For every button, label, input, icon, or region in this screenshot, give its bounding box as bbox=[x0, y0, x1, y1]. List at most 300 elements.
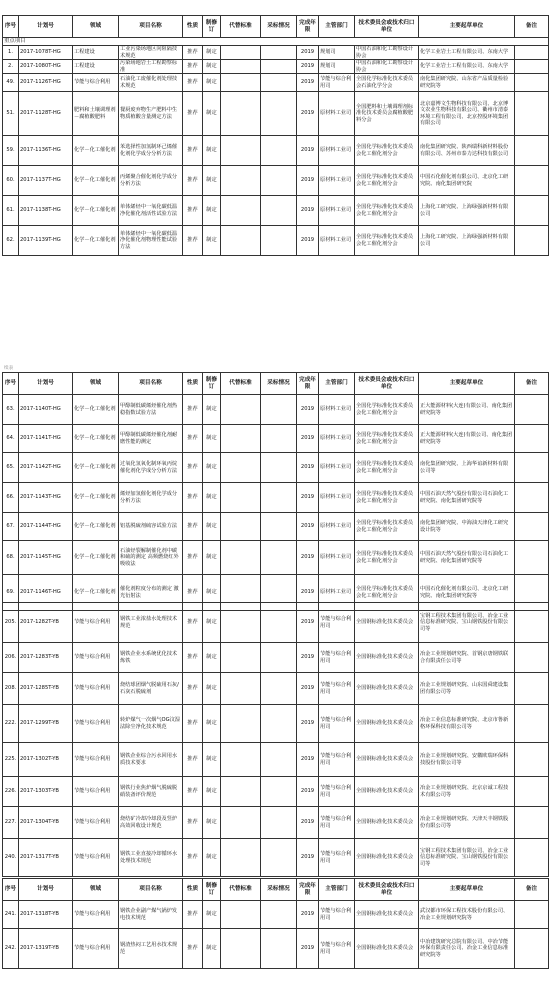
cell-plan-no: 2017-1285T-YB bbox=[19, 673, 73, 705]
cell-replaced-std bbox=[221, 425, 261, 453]
cell-replaced-std bbox=[221, 839, 261, 877]
col-header-nature: 性质 bbox=[183, 373, 203, 395]
cell-department: 节能与综合利用司 bbox=[319, 777, 355, 807]
col-header-deadline: 完成年限 bbox=[297, 16, 319, 38]
cell-index: 2. bbox=[3, 60, 19, 74]
cell-replaced-std bbox=[221, 901, 261, 929]
cell-field: 工程建设 bbox=[73, 60, 119, 74]
standards-table-4 bbox=[2, 878, 549, 969]
table-row bbox=[3, 705, 549, 743]
cell-nature: 推荐 bbox=[183, 136, 203, 166]
cell-committee: 全国化学标准化技术委员会化工催化剂分会 bbox=[355, 513, 419, 541]
cell-adoption bbox=[261, 46, 297, 60]
cell-index: 222. bbox=[3, 705, 19, 743]
cell-project-name: 污染场地岩土工程勘察标准 bbox=[119, 60, 183, 74]
cell-deadline: 2019 bbox=[297, 395, 319, 425]
cell-project-name: 钢铁工业直接冷却循环水处理技术规范 bbox=[119, 839, 183, 877]
cell-index: 225. bbox=[3, 743, 19, 777]
table-row bbox=[3, 46, 549, 60]
cell-replaced-std bbox=[221, 777, 261, 807]
cell-committee: 全国化学标准化技术委员会化工催化剂分会 bbox=[355, 575, 419, 611]
table-row bbox=[3, 603, 549, 643]
cell-committee: 全国化学标准化技术委员会化工催化剂分会 bbox=[355, 425, 419, 453]
cell-adoption bbox=[261, 166, 297, 196]
cell-drafters: 中国石化催化剂有限公司、北京化工研究院、南化集团研究院 bbox=[419, 166, 515, 196]
col-header-index: 序号 bbox=[3, 16, 19, 38]
col-header-drafters: 主要起草单位 bbox=[419, 879, 515, 901]
cell-project-name: 钢铁企业副产煤气锅炉发电技术规范 bbox=[119, 901, 183, 929]
cell-revision: 制定 bbox=[203, 513, 221, 541]
cell-department: 节能与综合利用司 bbox=[319, 643, 355, 673]
col-header-committee: 技术委员会或技术归口单位 bbox=[355, 373, 419, 395]
col-header-remarks: 备注 bbox=[515, 373, 549, 395]
cell-project-name: 单体烯烃中一氧化碳低温净化催化剂物理性能试验方法 bbox=[119, 226, 183, 256]
cell-adoption bbox=[261, 136, 297, 166]
cell-index: 227. bbox=[3, 807, 19, 839]
cell-field: 节能与综合利用 bbox=[73, 603, 119, 643]
cell-project-name: 甲醇制低碳烯烃催化剂热稳指数试验方法 bbox=[119, 395, 183, 425]
cell-committee: 全国钢标准化技术委员会 bbox=[355, 673, 419, 705]
cell-project-name: 催化剂粒度分布的测定 激光衍射法 bbox=[119, 575, 183, 611]
cell-committee: 全国化学标准化技术委员会化工催化剂分会 bbox=[355, 395, 419, 425]
cell-committee: 全国钢标准化技术委员会 bbox=[355, 603, 419, 643]
cell-index: 64. bbox=[3, 425, 19, 453]
cell-index: 62. bbox=[3, 226, 19, 256]
cell-replaced-std bbox=[221, 541, 261, 575]
cell-adoption bbox=[261, 74, 297, 92]
cell-adoption bbox=[261, 705, 297, 743]
cell-project-name: 餐厨废弃物生产肥料中生物质植酸含量测定方法 bbox=[119, 92, 183, 136]
cell-nature: 推荐 bbox=[183, 839, 203, 877]
cell-drafters: 正大能源材料(大连)有限公司、南化集团研究院等 bbox=[419, 425, 515, 453]
cell-field: 节能与综合利用 bbox=[73, 74, 119, 92]
col-header-committee: 技术委员会或技术归口单位 bbox=[355, 879, 419, 901]
table-row bbox=[3, 483, 549, 513]
standards-table-2 bbox=[2, 372, 549, 611]
cell-plan-no: 2017-1283T-YB bbox=[19, 643, 73, 673]
col-header-field: 领域 bbox=[73, 373, 119, 395]
table-row bbox=[3, 92, 549, 136]
cell-nature: 推荐 bbox=[183, 705, 203, 743]
cell-replaced-std bbox=[221, 483, 261, 513]
col-header-nature: 性质 bbox=[183, 879, 203, 901]
cell-replaced-std bbox=[221, 136, 261, 166]
cell-remarks bbox=[515, 643, 549, 673]
cell-nature: 推荐 bbox=[183, 166, 203, 196]
cell-deadline: 2019 bbox=[297, 901, 319, 929]
cell-committee: 全国化学标准化技术委员会石油化学分会 bbox=[355, 74, 419, 92]
cell-department: 原材料工业司 bbox=[319, 483, 355, 513]
cell-department: 规划司 bbox=[319, 46, 355, 60]
cell-remarks bbox=[515, 513, 549, 541]
cell-index: 65. bbox=[3, 453, 19, 483]
cell-replaced-std bbox=[221, 453, 261, 483]
cell-remarks bbox=[515, 74, 549, 92]
cell-department: 节能与综合利用司 bbox=[319, 901, 355, 929]
cell-replaced-std bbox=[221, 395, 261, 425]
cell-adoption bbox=[261, 541, 297, 575]
cell-committee: 全国化学标准化技术委员会化工催化剂分会 bbox=[355, 453, 419, 483]
cell-adoption bbox=[261, 60, 297, 74]
cell-remarks bbox=[515, 92, 549, 136]
cell-adoption bbox=[261, 395, 297, 425]
cell-remarks bbox=[515, 929, 549, 969]
cell-drafters: 化学工业岩土工程有限公司、东南大学 bbox=[419, 46, 515, 60]
cell-committee: 全国肥料和土壤调理剂标准化技术委员会腐植酸肥料分会 bbox=[355, 92, 419, 136]
cell-drafters: 中国石油天然气股份有限公司石油化工研究院、南化集团研究院等 bbox=[419, 541, 515, 575]
cell-nature: 推荐 bbox=[183, 92, 203, 136]
cell-plan-no: 2017-1146T-HG bbox=[19, 575, 73, 611]
col-header-plan-no: 计划号 bbox=[19, 373, 73, 395]
cell-replaced-std bbox=[221, 196, 261, 226]
cell-project-name: 甲醇制低碳烯烃催化剂耐磨性能的测定 bbox=[119, 425, 183, 453]
cell-committee: 全国钢标准化技术委员会 bbox=[355, 777, 419, 807]
cell-remarks bbox=[515, 807, 549, 839]
cell-department: 节能与综合利用司 bbox=[319, 929, 355, 969]
cell-committee: 全国钢标准化技术委员会 bbox=[355, 929, 419, 969]
cell-nature: 推荐 bbox=[183, 196, 203, 226]
cell-drafters: 南化集团研究院、陕西瑞科新材料股份有限公司、苏州市泰力达科技有限公司 bbox=[419, 136, 515, 166]
col-header-drafters: 主要起草单位 bbox=[419, 373, 515, 395]
cell-revision: 制定 bbox=[203, 136, 221, 166]
cell-remarks bbox=[515, 777, 549, 807]
table-row bbox=[3, 901, 549, 929]
section-row bbox=[3, 38, 549, 46]
col-header-project-name: 项目名称 bbox=[119, 879, 183, 901]
cell-drafters: 北京嘉博文生物科技有限公司、北京博文农业生物科技有限公司、衢州市清泰环境工程有限公司、北京控股环境集团有限公司 bbox=[419, 92, 515, 136]
cell-deadline: 2019 bbox=[297, 603, 319, 643]
col-header-adoption: 采标情况 bbox=[261, 16, 297, 38]
col-header-field: 领域 bbox=[73, 16, 119, 38]
cell-plan-no: 2017-1319T-YB bbox=[19, 929, 73, 969]
cell-project-name: 转炉煤气一次烟气OG汶湿法除尘净化技术规范 bbox=[119, 705, 183, 743]
cell-adoption bbox=[261, 226, 297, 256]
cell-drafters: 南化集团研究院、上海华谊新材料有限公司等 bbox=[419, 453, 515, 483]
cell-remarks bbox=[515, 901, 549, 929]
col-header-revision: 制修订 bbox=[203, 879, 221, 901]
cell-committee: 全国钢标准化技术委员会 bbox=[355, 901, 419, 929]
cell-deadline: 2019 bbox=[297, 74, 319, 92]
cell-replaced-std bbox=[221, 673, 261, 705]
cell-remarks bbox=[515, 46, 549, 60]
cell-plan-no: 2017-1141T-HG bbox=[19, 425, 73, 453]
cell-nature: 推荐 bbox=[183, 901, 203, 929]
cell-department: 节能与综合利用司 bbox=[319, 705, 355, 743]
cell-department: 节能与综合利用司 bbox=[319, 743, 355, 777]
cell-revision: 制定 bbox=[203, 929, 221, 969]
cell-deadline: 2019 bbox=[297, 513, 319, 541]
cell-replaced-std bbox=[221, 74, 261, 92]
cell-nature: 推荐 bbox=[183, 453, 203, 483]
cell-index: 208. bbox=[3, 673, 19, 705]
cell-committee: 全国钢标准化技术委员会 bbox=[355, 643, 419, 673]
cell-drafters: 南化集团研究院、山东省产品质量检验研究院等 bbox=[419, 74, 515, 92]
cell-deadline: 2019 bbox=[297, 226, 319, 256]
cell-remarks bbox=[515, 395, 549, 425]
col-header-field: 领域 bbox=[73, 879, 119, 901]
cell-plan-no: 2017-1142T-HG bbox=[19, 453, 73, 483]
cell-project-name: 过氧化氢氧化制环氧丙烷催化剂化学成分分析方法 bbox=[119, 453, 183, 483]
col-header-project-name: 项目名称 bbox=[119, 16, 183, 38]
cell-drafters: 冶金工业规划研究院、北京京诚工程技术有限公司等 bbox=[419, 777, 515, 807]
cell-adoption bbox=[261, 673, 297, 705]
cell-revision: 制定 bbox=[203, 483, 221, 513]
table-row bbox=[3, 453, 549, 483]
cell-project-name: 单体烯烃中一氧化碳低温净化催化剂活性试验方法 bbox=[119, 196, 183, 226]
cell-drafters: 冶金工业信息标准研究院、北京市鲁新格环保科技有限公司等 bbox=[419, 705, 515, 743]
cell-remarks bbox=[515, 196, 549, 226]
col-header-deadline: 完成年限 bbox=[297, 373, 319, 395]
cell-field: 化学－化工催化剂 bbox=[73, 541, 119, 575]
cell-department: 节能与综合利用司 bbox=[319, 673, 355, 705]
table-row bbox=[3, 743, 549, 777]
cell-plan-no: 2017-1126T-HG bbox=[19, 74, 73, 92]
cell-project-name: 烧结球团烟气脱硫用石灰/石灰石脱硫剂 bbox=[119, 673, 183, 705]
cell-field: 肥料和土壤调理剂－腐植酸肥料 bbox=[73, 92, 119, 136]
cell-plan-no: 2017-1136T-HG bbox=[19, 136, 73, 166]
table-row bbox=[3, 839, 549, 877]
cell-index: 68. bbox=[3, 541, 19, 575]
cell-revision: 制定 bbox=[203, 603, 221, 643]
col-header-remarks: 备注 bbox=[515, 879, 549, 901]
cell-field: 化学－化工催化剂 bbox=[73, 226, 119, 256]
cell-nature: 推荐 bbox=[183, 673, 203, 705]
cell-revision: 制定 bbox=[203, 196, 221, 226]
cell-department: 原材料工业司 bbox=[319, 226, 355, 256]
cell-department: 节能与综合利用司 bbox=[319, 603, 355, 643]
col-header-adoption: 采标情况 bbox=[261, 373, 297, 395]
table-body-1 bbox=[3, 46, 549, 256]
table-row bbox=[3, 395, 549, 425]
cell-plan-no: 2017-1144T-HG bbox=[19, 513, 73, 541]
col-header-plan-no: 计划号 bbox=[19, 879, 73, 901]
cell-index: 206. bbox=[3, 643, 19, 673]
col-header-deadline: 完成年限 bbox=[297, 879, 319, 901]
cell-revision: 制定 bbox=[203, 226, 221, 256]
cell-remarks bbox=[515, 226, 549, 256]
col-header-index: 序号 bbox=[3, 373, 19, 395]
cell-committee: 中国石油和化工勘察设计协会 bbox=[355, 46, 419, 60]
table-body-4 bbox=[3, 901, 549, 969]
col-header-remarks: 备注 bbox=[515, 16, 549, 38]
cell-nature: 推荐 bbox=[183, 513, 203, 541]
cell-revision: 制定 bbox=[203, 705, 221, 743]
table-row bbox=[3, 136, 549, 166]
cell-plan-no: 2017-1303T-YB bbox=[19, 777, 73, 807]
cell-deadline: 2019 bbox=[297, 483, 319, 513]
cell-revision: 制定 bbox=[203, 839, 221, 877]
cell-department: 原材料工业司 bbox=[319, 92, 355, 136]
cell-replaced-std bbox=[221, 166, 261, 196]
cell-plan-no: 2017-1080T-HG bbox=[19, 60, 73, 74]
cell-nature: 推荐 bbox=[183, 425, 203, 453]
cell-deadline: 2019 bbox=[297, 705, 319, 743]
cell-index: 51. bbox=[3, 92, 19, 136]
col-header-adoption: 采标情况 bbox=[261, 879, 297, 901]
col-header-department: 主管部门 bbox=[319, 16, 355, 38]
cell-revision: 制定 bbox=[203, 166, 221, 196]
cell-drafters: 上海化工研究院、上海绿强新材料有限公司 bbox=[419, 196, 515, 226]
cell-nature: 推荐 bbox=[183, 541, 203, 575]
cell-revision: 制定 bbox=[203, 46, 221, 60]
cell-drafters: 冶金工业规划研究院、天津天丰钢铁股份有限公司等 bbox=[419, 807, 515, 839]
cell-replaced-std bbox=[221, 60, 261, 74]
cell-deadline: 2019 bbox=[297, 166, 319, 196]
cell-field: 节能与综合利用 bbox=[73, 643, 119, 673]
cell-index: 59. bbox=[3, 136, 19, 166]
cell-plan-no: 2017-1302T-YB bbox=[19, 743, 73, 777]
cell-remarks bbox=[515, 60, 549, 74]
cell-drafters: 化学工业岩土工程有限公司、东南大学 bbox=[419, 60, 515, 74]
cell-plan-no: 2017-1137T-HG bbox=[19, 166, 73, 196]
cell-nature: 推荐 bbox=[183, 60, 203, 74]
cell-nature: 推荐 bbox=[183, 603, 203, 643]
cell-adoption bbox=[261, 901, 297, 929]
cell-project-name: 钢渣热闷工艺用水技术规范 bbox=[119, 929, 183, 969]
cell-committee: 全国化学标准化技术委员会化工催化剂分会 bbox=[355, 226, 419, 256]
cell-deadline: 2019 bbox=[297, 196, 319, 226]
header-row bbox=[3, 879, 549, 901]
cell-deadline: 2019 bbox=[297, 743, 319, 777]
cell-field: 化学－化工催化剂 bbox=[73, 453, 119, 483]
cell-project-name: 钢铁企业水系统优化技术 炼铁 bbox=[119, 643, 183, 673]
cell-field: 节能与综合利用 bbox=[73, 839, 119, 877]
cell-remarks bbox=[515, 166, 549, 196]
cell-field: 化学－化工催化剂 bbox=[73, 136, 119, 166]
cell-index: 69. bbox=[3, 575, 19, 611]
cell-department: 原材料工业司 bbox=[319, 575, 355, 611]
col-header-index: 序号 bbox=[3, 879, 19, 901]
continued-label: 续表 bbox=[4, 366, 14, 371]
cell-nature: 推荐 bbox=[183, 74, 203, 92]
cell-committee: 中国石油和化工勘察设计协会 bbox=[355, 60, 419, 74]
cell-revision: 制定 bbox=[203, 60, 221, 74]
cell-field: 化学－化工催化剂 bbox=[73, 196, 119, 226]
cell-nature: 推荐 bbox=[183, 46, 203, 60]
table-row bbox=[3, 541, 549, 575]
cell-deadline: 2019 bbox=[297, 807, 319, 839]
cell-project-name: 丙烯聚合催化剂化学成分分析方法 bbox=[119, 166, 183, 196]
cell-deadline: 2019 bbox=[297, 673, 319, 705]
cell-deadline: 2019 bbox=[297, 425, 319, 453]
cell-field: 化学－化工催化剂 bbox=[73, 395, 119, 425]
col-header-revision: 制修订 bbox=[203, 16, 221, 38]
cell-department: 原材料工业司 bbox=[319, 541, 355, 575]
cell-revision: 制定 bbox=[203, 453, 221, 483]
cell-adoption bbox=[261, 839, 297, 877]
cell-department: 规划司 bbox=[319, 60, 355, 74]
cell-remarks bbox=[515, 483, 549, 513]
cell-deadline: 2019 bbox=[297, 136, 319, 166]
cell-deadline: 2019 bbox=[297, 453, 319, 483]
standards-table-3 bbox=[2, 602, 549, 877]
cell-replaced-std bbox=[221, 46, 261, 60]
cell-replaced-std bbox=[221, 929, 261, 969]
cell-project-name: 钢铁行业焦炉烟气脱硫脱硝装备评价规范 bbox=[119, 777, 183, 807]
cell-drafters: 宝钢工程技术集团有限公司、冶金工业信息标准研究院、宝山钢铁股份有限公司等 bbox=[419, 603, 515, 643]
cell-index: 1. bbox=[3, 46, 19, 60]
cell-index: 61. bbox=[3, 196, 19, 226]
cell-replaced-std bbox=[221, 92, 261, 136]
cell-index: 60. bbox=[3, 166, 19, 196]
cell-drafters: 上海化工研究院、上海绿强新材料有限公司 bbox=[419, 226, 515, 256]
cell-drafters: 南化集团研究院、中海油天津化工研究设计院等 bbox=[419, 513, 515, 541]
cell-replaced-std bbox=[221, 513, 261, 541]
cell-committee: 全国化学标准化技术委员会化工催化剂分会 bbox=[355, 541, 419, 575]
cell-revision: 制定 bbox=[203, 74, 221, 92]
col-header-replaced-std: 代替标准 bbox=[221, 879, 261, 901]
cell-committee: 全国钢标准化技术委员会 bbox=[355, 743, 419, 777]
col-header-project-name: 项目名称 bbox=[119, 373, 183, 395]
table-row bbox=[3, 425, 549, 453]
cell-plan-no: 2017-1128T-HG bbox=[19, 92, 73, 136]
cell-adoption bbox=[261, 196, 297, 226]
cell-deadline: 2019 bbox=[297, 777, 319, 807]
table-row bbox=[3, 513, 549, 541]
table-row bbox=[3, 226, 549, 256]
col-header-nature: 性质 bbox=[183, 16, 203, 38]
cell-remarks bbox=[515, 136, 549, 166]
cell-nature: 推荐 bbox=[183, 777, 203, 807]
cell-nature: 推荐 bbox=[183, 483, 203, 513]
table-row bbox=[3, 673, 549, 705]
cell-plan-no: 2017-1078T-HG bbox=[19, 46, 73, 60]
cell-nature: 推荐 bbox=[183, 643, 203, 673]
cell-replaced-std bbox=[221, 705, 261, 743]
cell-field: 化学－化工催化剂 bbox=[73, 483, 119, 513]
cell-replaced-std bbox=[221, 807, 261, 839]
cell-replaced-std bbox=[221, 226, 261, 256]
cell-revision: 制定 bbox=[203, 807, 221, 839]
cell-drafters: 冶金工业规划研究院、山东国舜建设集团有限公司等 bbox=[419, 673, 515, 705]
cell-nature: 推荐 bbox=[183, 929, 203, 969]
header-row bbox=[3, 16, 549, 38]
cell-committee: 全国钢标准化技术委员会 bbox=[355, 807, 419, 839]
cell-drafters: 武汉都市环保工程技术股份有限公司、冶金工业规划研究院等 bbox=[419, 901, 515, 929]
cell-deadline: 2019 bbox=[297, 929, 319, 969]
cell-drafters: 正大能源材料(大连)有限公司、南化集团研究院等 bbox=[419, 395, 515, 425]
cell-index: 67. bbox=[3, 513, 19, 541]
cell-field: 化学－化工催化剂 bbox=[73, 575, 119, 611]
cell-index: 242. bbox=[3, 929, 19, 969]
cell-revision: 制定 bbox=[203, 395, 221, 425]
cell-revision: 制定 bbox=[203, 777, 221, 807]
cell-nature: 推荐 bbox=[183, 807, 203, 839]
cell-field: 节能与综合利用 bbox=[73, 807, 119, 839]
cell-field: 化学－化工催化剂 bbox=[73, 513, 119, 541]
cell-plan-no: 2017-1140T-HG bbox=[19, 395, 73, 425]
cell-replaced-std bbox=[221, 643, 261, 673]
col-header-revision: 制修订 bbox=[203, 373, 221, 395]
cell-adoption bbox=[261, 483, 297, 513]
cell-department: 原材料工业司 bbox=[319, 453, 355, 483]
cell-adoption bbox=[261, 513, 297, 541]
cell-index: 49. bbox=[3, 74, 19, 92]
cell-drafters: 冶金工业规划研究院、首钢京唐钢铁联合有限责任公司等 bbox=[419, 643, 515, 673]
cell-plan-no: 2017-1138T-HG bbox=[19, 196, 73, 226]
cell-revision: 制定 bbox=[203, 643, 221, 673]
cell-adoption bbox=[261, 743, 297, 777]
table-row bbox=[3, 807, 549, 839]
cell-department: 节能与综合利用司 bbox=[319, 807, 355, 839]
cell-project-name: 烯烃加氢催化剂化学成分分析方法 bbox=[119, 483, 183, 513]
col-header-replaced-std: 代替标准 bbox=[221, 373, 261, 395]
cell-revision: 制定 bbox=[203, 673, 221, 705]
standards-table-1 bbox=[2, 15, 549, 256]
cell-adoption bbox=[261, 425, 297, 453]
cell-index: 241. bbox=[3, 901, 19, 929]
cell-field: 节能与综合利用 bbox=[73, 743, 119, 777]
